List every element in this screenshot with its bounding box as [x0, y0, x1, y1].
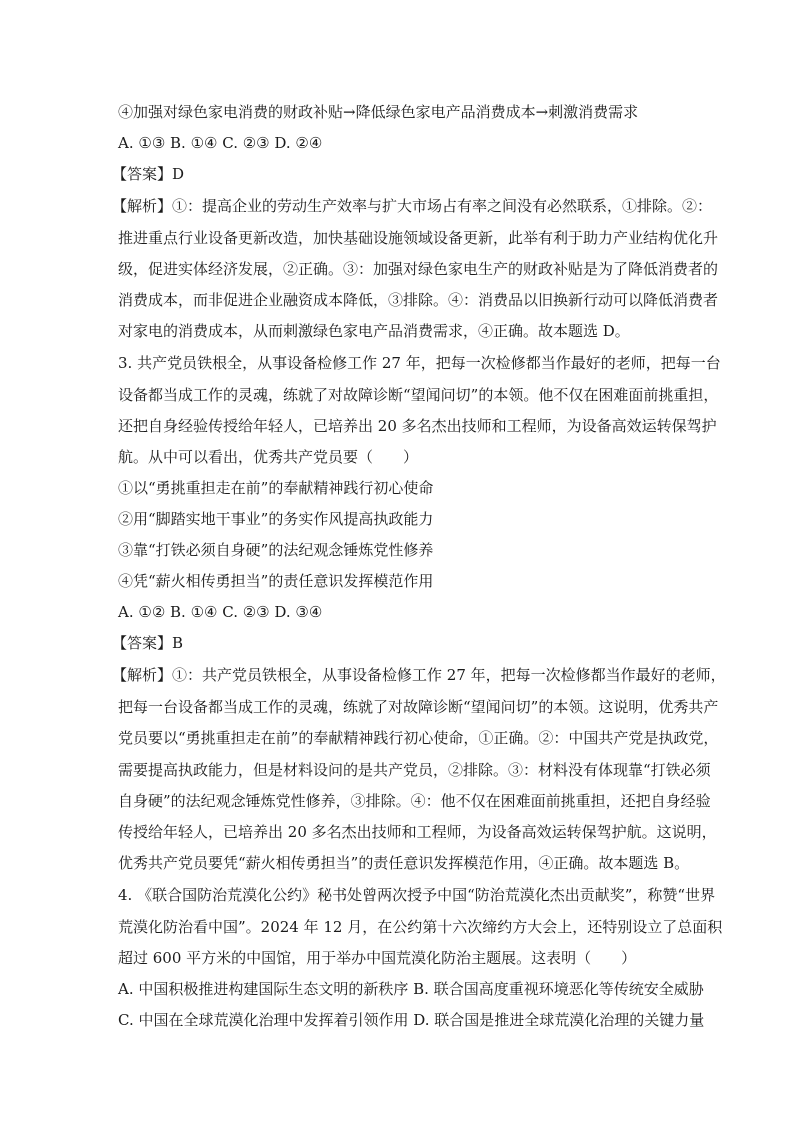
- q3-analysis-line: 自身硬”的法纪观念锤炼党性修养，③排除。④：他不仅在困难面前挑重担，还把自身经验: [118, 792, 711, 810]
- q3-choices: A. ①② B. ①④ C. ②③ D. ③④: [118, 603, 323, 621]
- q3-option: ④凭“薪火相传勇担当”的责任意识发挥模范作用: [118, 572, 434, 590]
- q4-stem-line: 4. 《联合国防治荒漠化公约》秘书处曾两次授予中国“防治荒漠化杰出贡献奖”，称赞“世界: [118, 886, 716, 904]
- q2-analysis-line: 级，促进实体经济发展，②正确。③：加强对绿色家电生产的财政补贴是为了降低消费者的: [118, 260, 719, 278]
- q4-stem-line: 超过 600 平方米的中国馆，用于举办中国荒漠化防治主题展。这表明（ ）: [118, 949, 637, 967]
- q3-stem-line: 设备都当成工作的灵魂，练就了对故障诊断“望闻问切”的本领。他不仅在困难面前挑重担，: [118, 386, 719, 404]
- q3-analysis-line: 需要提高执政能力，但是材料设问的是共产党员，②排除。③：材料没有体现靠“打铁必须: [118, 761, 711, 779]
- q2-analysis-line: 【解析】①：提高企业的劳动生产效率与扩大市场占有率之间没有必然联系，①排除。②：: [112, 197, 713, 215]
- q3-option: ③靠“打铁必须自身硬”的法纪观念锤炼党性修养: [118, 541, 434, 559]
- q2-analysis-line: 消费成本，而非促进企业融资成本降低，③排除。④：消费品以旧换新行动可以降低消费者: [118, 291, 719, 309]
- q4-choice-row: C. 中国在全球荒漠化治理中发挥着引领作用 D. 联合国是推进全球荒漠化治理的关键力量: [118, 1011, 705, 1029]
- q3-analysis-line: 把每一台设备都当成工作的灵魂，练就了对故障诊断“望闻问切”的本领。这说明，优秀共产: [118, 698, 719, 716]
- q2-option-4: ④加强对绿色家电消费的财政补贴→降低绿色家电产品消费成本→刺激消费需求: [118, 103, 639, 121]
- q2-choices: A. ①③ B. ①④ C. ②③ D. ②④: [118, 134, 323, 152]
- q3-stem-line: 还把自身经验传授给年轻人，已培养出 20 多名杰出技师和工程师，为设备高效运转保驾护: [118, 417, 717, 435]
- q3-analysis-line: 党员要以“勇挑重担走在前”的奉献精神践行初心使命，①正确。②：中国共产党是执政党，: [118, 729, 719, 747]
- q3-option: ②用“脚踏实地干事业”的务实作风提高执政能力: [118, 510, 434, 528]
- q3-option: ①以“勇挑重担走在前”的奉献精神践行初心使命: [118, 479, 434, 497]
- q3-analysis-line: 优秀共产党员要凭“薪火相传勇担当”的责任意识发挥模范作用，④正确。故本题选 B。: [118, 854, 690, 872]
- q4-stem-line: 荒漠化防治看中国”。2024 年 12 月，在公约第十六次缔约方大会上，还特别设立了总面积: [118, 918, 723, 936]
- q2-answer: 【答案】D: [112, 165, 185, 183]
- q4-choice-row: A. 中国积极推进构建国际生态文明的新秩序 B. 联合国高度重视环境恶化等传统安全威胁: [118, 980, 704, 998]
- q3-answer: 【答案】B: [112, 634, 184, 652]
- q2-analysis-line: 推进重点行业设备更新改造，加快基础设施领域设备更新，此举有利于助力产业结构优化升: [118, 229, 719, 247]
- q3-stem-line: 3. 共产党员铁根全，从事设备检修工作 27 年，把每一次检修都当作最好的老师，把每一台: [118, 354, 721, 372]
- q3-analysis-line: 【解析】①：共产党员铁根全，从事设备检修工作 27 年，把每一次检修都当作最好的老师，: [112, 666, 726, 684]
- q3-analysis-line: 传授给年轻人，已培养出 20 多名杰出技师和工程师，为设备高效运转保驾护航。这说明，: [118, 823, 717, 841]
- q2-analysis-line: 对家电的消费成本，从而刺激绿色家电产品消费需求，④正确。故本题选 D。: [118, 322, 630, 340]
- q3-stem-line: 航。从中可以看出，优秀共产党员要（ ）: [118, 448, 419, 466]
